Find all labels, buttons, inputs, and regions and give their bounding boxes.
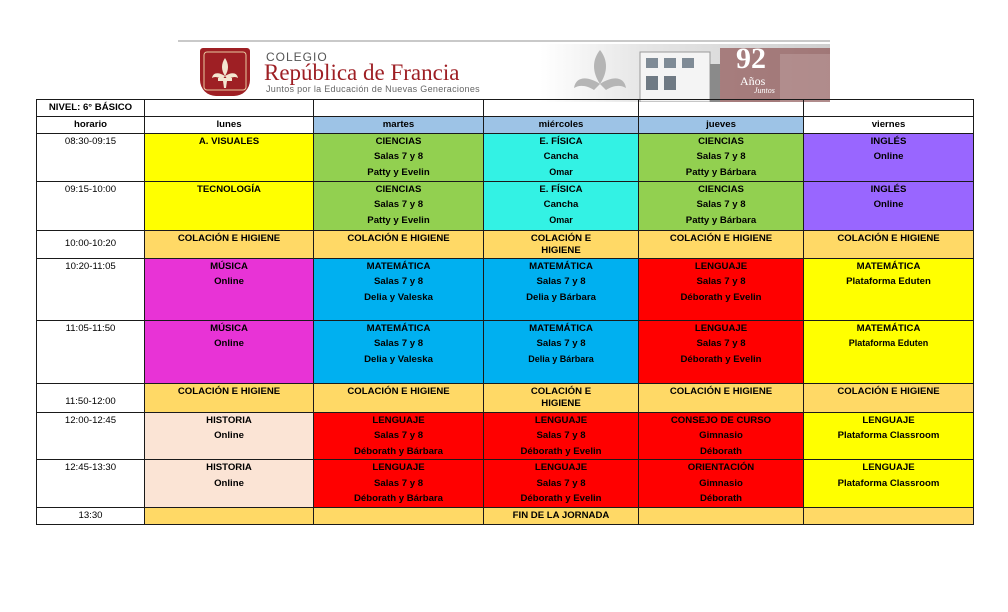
level-label: NIVEL: 6° BÁSICO [37,100,145,117]
lunes-historia: HISTORIA Online [145,412,314,460]
time-cell: 09:15-10:00 [37,181,145,230]
jueves-lenguaje: LENGUAJE Salas 7 y 8 Déborath y Evelin [639,258,804,320]
time-cell: 12:45-13:30 [37,460,145,508]
time-cell: 10:20-11:05 [37,258,145,320]
school-crest-logo [200,48,250,96]
martes-ciencias: CIENCIAS Salas 7 y 8 Patty y Evelin [314,133,484,181]
jueves-orientacion: ORIENTACIÓN Gimnasio Déborath [639,460,804,508]
time-cell: 11:05-11:50 [37,320,145,383]
header-jueves: jueves [639,117,804,134]
martes-matematica: MATEMÁTICA Salas 7 y 8 Delia y Valeska [314,258,484,320]
row-1150 [37,383,974,412]
viernes-matematica: MATEMÁTICA Plataforma Eduten [804,258,974,320]
header-horario: horario [37,117,145,134]
fin-jornada: FIN DE LA JORNADA [484,508,639,525]
row-1330 [37,508,974,525]
row-0830 [37,133,974,181]
time-cell: 13:30 [37,508,145,525]
time-cell: 11:50-12:00 [37,383,145,412]
header-viernes: viernes [804,117,974,134]
viernes-ingles: INGLÉS Online [804,181,974,230]
schedule-table [36,99,974,525]
row-0915 [37,181,974,230]
anniversary-badge [720,44,800,94]
colacion-cell: COLACIÓN E HIGIENE [484,383,639,412]
time-cell: 10:00-10:20 [37,230,145,258]
anniversary-number: 92 [736,42,766,75]
miercoles-lenguaje: LENGUAJE Salas 7 y 8 Déborath y Evelin [484,412,639,460]
colacion-cell: COLACIÓN E HIGIENE [145,230,314,258]
lunes-historia: HISTORIA Online [145,460,314,508]
miercoles-efisica: E. FÍSICA Cancha Omar [484,133,639,181]
lunes-avisuales: A. VISUALES [145,133,314,181]
colacion-cell: COLACIÓN E HIGIENE [484,230,639,258]
fleur-de-lis-icon [200,48,250,96]
lunes-tecnologia: TECNOLOGÍA [145,181,314,230]
miercoles-matematica: MATEMÁTICA Salas 7 y 8 Delia y Bárbara [484,320,639,383]
martes-matematica: MATEMÁTICA Salas 7 y 8 Delia y Valeska [314,320,484,383]
viernes-lenguaje: LENGUAJE Plataforma Classroom [804,460,974,508]
header-lunes: lunes [145,117,314,134]
row-1000 [37,230,974,258]
school-type: COLEGIO [266,50,328,64]
lunes-musica: MÚSICA Online [145,258,314,320]
viernes-matematica: MATEMÁTICA Plataforma Eduten [804,320,974,383]
colacion-cell: COLACIÓN E HIGIENE [639,383,804,412]
viernes-lenguaje: LENGUAJE Plataforma Classroom [804,412,974,460]
colacion-cell: COLACIÓN E HIGIENE [145,383,314,412]
colacion-cell: COLACIÓN E HIGIENE [639,230,804,258]
header-divider [178,40,830,42]
time-cell: 12:00-12:45 [37,412,145,460]
martes-lenguaje: LENGUAJE Salas 7 y 8 Déborath y Bárbara [314,412,484,460]
jueves-consejo: CONSEJO DE CURSO Gimnasio Déborath [639,412,804,460]
school-motto: Juntos por la Educación de Nuevas Generaciones [266,84,480,94]
jueves-ciencias: CIENCIAS Salas 7 y 8 Patty y Bárbara [639,181,804,230]
row-1105 [37,320,974,383]
anniversary-sub: Juntos [754,86,775,95]
header-miercoles: miércoles [484,117,639,134]
colacion-cell: COLACIÓN E HIGIENE [804,230,974,258]
viernes-ingles: INGLÉS Online [804,133,974,181]
jueves-ciencias: CIENCIAS Salas 7 y 8 Patty y Bárbara [639,133,804,181]
colacion-cell: COLACIÓN E HIGIENE [314,230,484,258]
colacion-cell: COLACIÓN E HIGIENE [314,383,484,412]
anniversary-word: Años [740,74,766,88]
level-row [37,100,974,117]
miercoles-efisica: E. FÍSICA Cancha Omar [484,181,639,230]
martes-ciencias: CIENCIAS Salas 7 y 8 Patty y Evelin [314,181,484,230]
school-name: República de Francia [264,60,460,85]
row-1200 [37,412,974,460]
header-row [37,117,974,134]
header-martes: martes [314,117,484,134]
miercoles-lenguaje: LENGUAJE Salas 7 y 8 Déborath y Evelin [484,460,639,508]
lunes-musica: MÚSICA Online [145,320,314,383]
time-cell: 08:30-09:15 [37,133,145,181]
martes-lenguaje: LENGUAJE Salas 7 y 8 Déborath y Bárbara [314,460,484,508]
jueves-lenguaje: LENGUAJE Salas 7 y 8 Déborath y Evelin [639,320,804,383]
colacion-cell: COLACIÓN E HIGIENE [804,383,974,412]
school-header [178,40,830,102]
row-1245 [37,460,974,508]
miercoles-matematica: MATEMÁTICA Salas 7 y 8 Delia y Bárbara [484,258,639,320]
row-1020 [37,258,974,320]
